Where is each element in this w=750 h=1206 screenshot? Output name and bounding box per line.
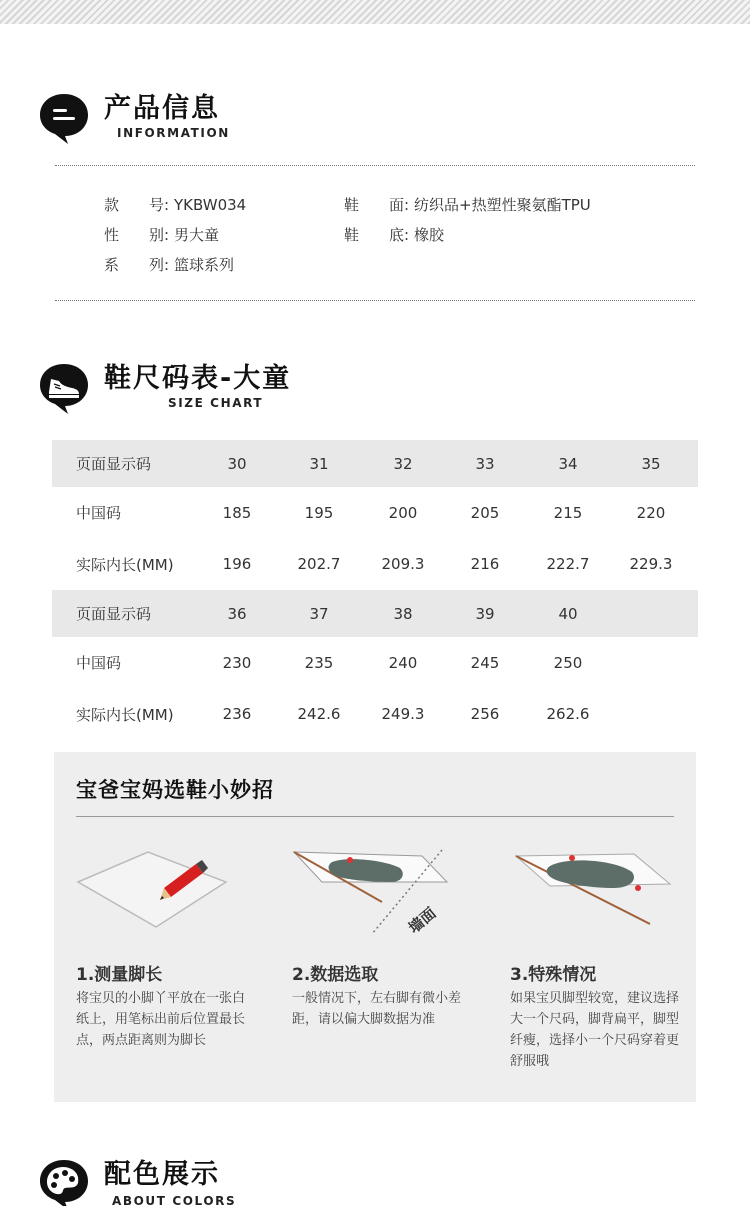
- colors-header: [38, 1158, 438, 1206]
- info-row-style-no: [104, 193, 246, 217]
- table-cell: 195: [304, 503, 334, 522]
- info-label: 鞋 底:: [344, 226, 410, 244]
- table-cell: 215: [553, 503, 583, 522]
- wide-foot-icon: [510, 842, 680, 942]
- tip-body: 如果宝贝脚型较宽，建议选择大一个尺码，脚背扁平，脚型纤瘦，选择小一个尺码穿着更舒服哦: [510, 991, 680, 1069]
- tips-divider: [76, 816, 674, 817]
- info-row-gender: [104, 223, 219, 247]
- info-row-upper: [344, 193, 591, 217]
- sneaker-icon: [38, 362, 90, 414]
- row-label: 页面显示码: [76, 455, 152, 473]
- table-cell: 200: [388, 503, 418, 522]
- table-cell: 35: [641, 454, 661, 473]
- section-subtitle: ABOUT COLORS: [112, 1194, 237, 1206]
- top-stripe-decoration: [0, 0, 750, 24]
- table-row: [52, 538, 698, 590]
- divider: [55, 165, 695, 166]
- table-cell: 236: [222, 705, 252, 723]
- wall-label: 墙面: [405, 903, 440, 938]
- table-cell: 245: [470, 653, 500, 672]
- table-cell: 32: [393, 454, 413, 473]
- divider: [55, 300, 695, 301]
- row-label: 中国码: [76, 504, 122, 522]
- table-cell: 40: [558, 604, 578, 623]
- tip-heading: 1.测量脚长: [76, 965, 163, 985]
- tip-body: 一般情况下，左右脚有微小差距，请以偏大脚数据为准: [292, 991, 462, 1027]
- table-cell: 262.6: [546, 705, 590, 723]
- table-cell: 209.3: [381, 555, 425, 573]
- table-cell: 230: [222, 653, 252, 672]
- table-cell: 222.7: [546, 555, 590, 573]
- section-title: 鞋尺码表-大童: [104, 363, 292, 394]
- info-value: 橡胶: [414, 226, 445, 244]
- info-value: 男大童: [174, 226, 220, 244]
- info-row-sole: [344, 223, 444, 247]
- table-cell: 249.3: [381, 705, 425, 723]
- table-row: [52, 637, 698, 688]
- table-cell: 256: [470, 705, 500, 723]
- info-row-series: [104, 253, 234, 277]
- tip-special-cases: [510, 842, 710, 1069]
- table-cell: 38: [393, 604, 413, 623]
- info-label: 系 列:: [104, 256, 170, 274]
- section-subtitle: INFORMATION: [117, 126, 230, 140]
- table-row: [52, 440, 698, 487]
- table-cell: 250: [553, 653, 583, 672]
- table-cell: 242.6: [297, 705, 341, 723]
- tip-heading: 2.数据选取: [292, 965, 379, 985]
- info-label: 性 别:: [104, 226, 170, 244]
- tips-panel: [54, 752, 696, 1102]
- foot-wall-icon: [292, 842, 462, 942]
- row-label: 实际内长(MM): [76, 555, 174, 574]
- table-cell: 39: [475, 604, 495, 623]
- table-cell: 37: [309, 604, 329, 623]
- row-label: 页面显示码: [76, 605, 152, 623]
- section-subtitle: SIZE CHART: [168, 396, 264, 410]
- table-cell: 205: [470, 503, 500, 522]
- table-cell: 36: [227, 604, 247, 623]
- info-value: 纺织品+热塑性聚氨酯TPU: [414, 196, 591, 214]
- table-cell: 30: [227, 454, 247, 473]
- table-cell: 216: [470, 555, 500, 573]
- table-cell: 33: [475, 454, 495, 473]
- size-table: [52, 440, 698, 740]
- info-value: 篮球系列: [174, 256, 235, 274]
- table-row: [52, 590, 698, 637]
- table-cell: 31: [309, 454, 329, 473]
- info-label: 款 号:: [104, 196, 170, 214]
- tip-measure-foot: [76, 842, 276, 1048]
- table-row: [52, 688, 698, 740]
- tip-body: 将宝贝的小脚丫平放在一张白纸上，用笔标出前后位置最长点，两点距离则为脚长: [76, 991, 246, 1048]
- table-cell: 240: [388, 653, 418, 672]
- table-cell: 235: [304, 653, 334, 672]
- table-cell: 220: [636, 503, 666, 522]
- section-title: 产品信息: [104, 93, 220, 124]
- tip-heading: 3.特殊情况: [510, 965, 597, 985]
- section-title: 配色展示: [104, 1159, 220, 1190]
- table-cell: 34: [558, 454, 578, 473]
- table-cell: 229.3: [629, 555, 673, 573]
- row-label: 中国码: [76, 654, 122, 672]
- table-row: [52, 487, 698, 538]
- tip-data-selection: [292, 842, 492, 1027]
- info-label: 鞋 面:: [344, 196, 410, 214]
- row-label: 实际内长(MM): [76, 705, 174, 724]
- size-chart-header: [38, 362, 438, 422]
- tips-title: 宝爸宝妈选鞋小妙招: [76, 778, 274, 802]
- info-value: YKBW034: [174, 196, 247, 214]
- table-cell: 185: [222, 503, 252, 522]
- product-info-header: [38, 92, 438, 152]
- chat-bubble-icon: [38, 92, 90, 144]
- table-cell: 196: [222, 555, 252, 573]
- table-cell: 202.7: [297, 555, 341, 573]
- paper-pencil-icon: [76, 842, 236, 937]
- palette-icon: [38, 1158, 90, 1206]
